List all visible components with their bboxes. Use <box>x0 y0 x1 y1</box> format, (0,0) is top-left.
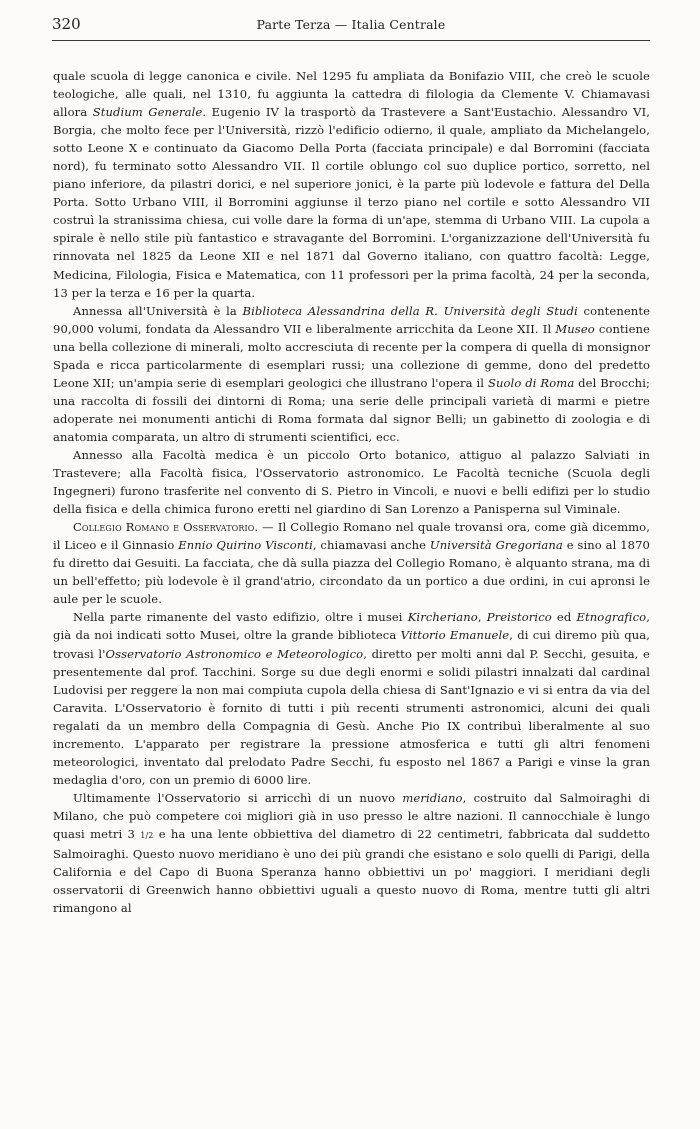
text-run: Ultimamente l'Osservatorio si arricchì di un nuovo <box>73 790 403 805</box>
paragraph-collegio-romano <box>53 518 650 608</box>
text-run: del Brocchi; una raccolta di fossili dei dintorni di Roma; una serie delle principali varietà di marmi e pietre adoperate nei monumenti antichi di Roma formata dal signor Belli; un gabinetto di zoologia e di anatomia comparata, un altro di strumenti scientifici, ecc. <box>53 375 650 444</box>
paragraph-university-history <box>53 67 650 302</box>
text-run: , diretto per molti anni dal P. Secchi, gesuita, e presentemente dal prof. Tacchini. Sorge su due degli enormi e solidi pilastri innalzati dal cardinal Ludovisi per reggere la non mai compiuta cupola della chiesa di Sant'Ignazio e vi si entra da via del Caravita. L'Osservatorio è fornito di tutti i più recenti strumenti astronomici, alcuni dei quali regalati da un membro della Compagnia di Gesù. Anche Pio IX contribuì liberalmente al suo incremento. L'apparato per registrare la pressione atmosferica e tutti gli altri fenomeni meteorologici, inventato dal prelodato Padre Secchi, fu esposto nel 1867 a Parigi e vinse la gran medaglia d'oro, con un premio di 6000 lire. <box>53 646 650 787</box>
text-run: , chiamavasi anche <box>312 538 430 553</box>
text-run: Annessa all'Università è la <box>73 303 243 318</box>
italic-run: Università Gregoriana <box>429 538 563 553</box>
italic-run: Museo <box>555 321 595 336</box>
italic-run: Ennio Quirino Visconti <box>178 538 313 553</box>
italic-run: Biblioteca Alessandrina della R. Università degli Studi <box>242 303 578 318</box>
section-heading: Collegio Romano e Osservatorio. <box>73 520 259 535</box>
running-title: Parte Terza — Italia Centrale <box>256 17 446 32</box>
text-run: Annesso alla Facoltà medica è un piccolo Orto botanico, attiguo al palazzo Salviati in Trastevere; alla Facoltà fisica, l'Osservatorio astronomico. Le Facoltà tecniche (Scuola degli Ingegneri) furono trasferite nel convento di S. Pietro in Vincoli, e nuovi e belli edifizi per lo studio della fisica e della chimica furono eretti nel giardino di San Lorenzo a Panisperna sul Viminale. <box>53 447 650 517</box>
text-run: e sino al 1870 fu diretto dai Gesuiti. La facciata, che dà sulla piazza del Collegio Romano, è alquanto strana, ma di un bell'effetto; più lodevole è il grand'atrio, circondato da un portico a due ordini, in cui apronsi le aule per le scuole. <box>53 538 650 607</box>
italic-run: Vittorio Emanuele <box>400 628 510 643</box>
text-run: quale scuola di legge canonica e civile. Nel 1295 fu ampliata da Bonifazio VIII, che creò le scuole teologiche, alle quali, nel 1310, fu aggiunta la cattedra di filologia da Clemente V. Chiamavasi allora <box>53 69 650 120</box>
italic-run: Preistorico <box>486 610 552 625</box>
paragraph-meridiano <box>53 789 650 917</box>
italic-run: Studium Generale <box>92 105 203 120</box>
page-header <box>52 12 650 41</box>
text-run: e ha una lente obbiettiva del diametro di 22 centimetri, fabbricata dal suddetto Salmoiraghi. Questo nuovo meridiano è uno dei più grandi che esistano e solo quelli di Parigi, della California e del Capo di Buona Speranza hanno obbiettivi un po' maggiori. I meridiani degli osservatorii di Greenwich hanno obbiettivi uguali a questo nuovo di Roma, mentre tutti gli altri rimangono al <box>53 826 650 916</box>
paragraph-facolta <box>53 446 650 518</box>
fraction: 1/2 <box>140 830 154 840</box>
text-run: , costruito dal Salmoiraghi di Milano, che può competere coi migliori già in uso presso le altre nazioni. Il cannocchiale è lungo quasi metri 3 <box>53 790 650 841</box>
text-run: contenente 90,000 volumi, fondata da Alessandro VII e liberalmente arricchita da Leone XII. Il <box>53 303 651 336</box>
text-run: contiene una bella collezione di minerali, molto accresciuta di recente per la compera di quella di monsignor Spada e ricca particolarmente di esemplari russi; una collezione di gemme, dono del predetto Leone XII; un'ampia serie di esemplari geologici che illustrano l'opera il <box>53 321 650 390</box>
text-run: Nella parte rimanente del vasto edifizio, oltre i musei <box>73 610 408 625</box>
italic-run: Kircheriano <box>407 610 478 625</box>
text-run: . Eugenio IV la trasportò da Trastevere a Sant'Eustachio. Alessandro VI, Borgia, che molto fece per l'Università, rizzò l'edificio odierno, il quale, ampliato da Michelangelo, sotto Leone X e continuato da Giacomo Della Porta (facciata principale) e dal Borromini (facciata nord), fu terminato sotto Alessandro VII. Il cortile oblungo col suo duplice portico, sorretto, nel piano inferiore, da pilastri dorici, e nel superiore jonici, è la parte più lodevole e fattura del Della Porta. Sotto Urbano VIII, il Borromini aggiunse il terzo piano nel cortile e sotto Alessandro VII costruì la stranissima chiesa, cui volle dare la forma di un'ape, stemma di Urbano VIII. La cupola a spirale è nello stile più fantastico e stravagante del Borromini. L'organizzazione dell'Università fu rinnovata nel 1825 da Leone XII e nel 1871 dal Governo italiano, con quattro facoltà: Legge, Medicina, Filologia, Fisica e Matematica, con 11 professori per la prima facoltà, 24 per la seconda, 13 per la terza e 16 per la quarta. <box>53 105 651 300</box>
italic-run: Etnografico <box>576 610 647 625</box>
text-run: , di cui diremo più qua, trovasi l' <box>53 628 651 661</box>
italic-run: Suolo di Roma <box>487 375 575 390</box>
body-text <box>53 67 650 917</box>
page-number: 320 <box>52 15 81 33</box>
italic-run: meridiano <box>402 790 463 805</box>
paragraph-osservatorio <box>53 608 650 788</box>
text-run: ed <box>551 610 577 625</box>
paragraph-biblioteca-museo <box>53 302 650 446</box>
text-run: , già da noi indicati sotto Musei, oltre la grande biblioteca <box>53 610 651 643</box>
italic-run: Osservatorio Astronomico e Meteorologico <box>105 646 364 661</box>
text-run: , <box>477 610 487 625</box>
text-run: — Il Collegio Romano nel quale trovansi ora, come già dicemmo, il Liceo e il Ginnasio <box>53 520 650 553</box>
